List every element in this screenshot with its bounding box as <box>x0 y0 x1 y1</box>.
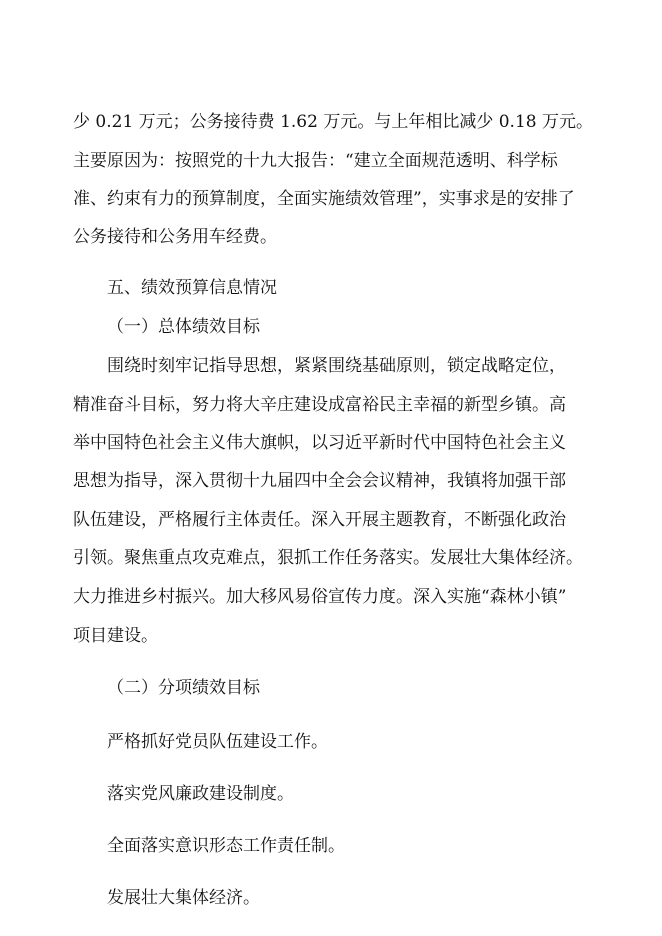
paragraph-line: 队伍建设，严格履行主体责任。深入开展主题教育，不断强化政治 <box>73 510 566 530</box>
paragraph-line: 举中国特色社会主义伟大旗帜，以习近平新时代中国特色社会主义 <box>73 433 566 453</box>
paragraph-line: 少 0.21 万元；公务接待费 1.62 万元。与上年相比减少 0.18 万元。 <box>73 112 593 132</box>
paragraph-line: 思想为指导，深入贯彻十九届四中全会会议精神，我镇将加强干部 <box>73 471 566 491</box>
subsection-title: （二）分项绩效目标 <box>107 678 260 698</box>
paragraph-line: 公务接待和公务用车经费。 <box>73 227 277 247</box>
paragraph-line: 主要原因为：按照党的十九大报告：“建立全面规范透明、科学标 <box>73 151 558 171</box>
section-heading: 五、绩效预算信息情况 <box>107 278 277 298</box>
list-item: 落实党风廉政建设制度。 <box>107 784 294 804</box>
paragraph-line: 大力推进乡村振兴。加大移风易俗宣传力度。深入实施“森林小镇” <box>73 587 567 607</box>
subsection-title: （一）总体绩效目标 <box>107 317 260 337</box>
list-item: 全面落实意识形态工作责任制。 <box>107 836 345 856</box>
paragraph-line: 精准奋斗目标，努力将大辛庄建设成富裕民主幸福的新型乡镇。高 <box>73 395 566 415</box>
list-item: 发展壮大集体经济。 <box>107 888 260 908</box>
paragraph-line: 引领。聚焦重点攻克难点，狠抓工作任务落实。发展壮大集体经济。 <box>73 548 583 568</box>
paragraph-line: 项目建设。 <box>73 626 158 646</box>
list-item: 严格抓好党员队伍建设工作。 <box>107 732 328 752</box>
paragraph-line: 准、约束有力的预算制度，全面实施绩效管理”，实事求是的安排了 <box>73 189 575 209</box>
paragraph-line: 围绕时刻牢记指导思想，紧紧围绕基础原则，锁定战略定位， <box>107 356 566 376</box>
